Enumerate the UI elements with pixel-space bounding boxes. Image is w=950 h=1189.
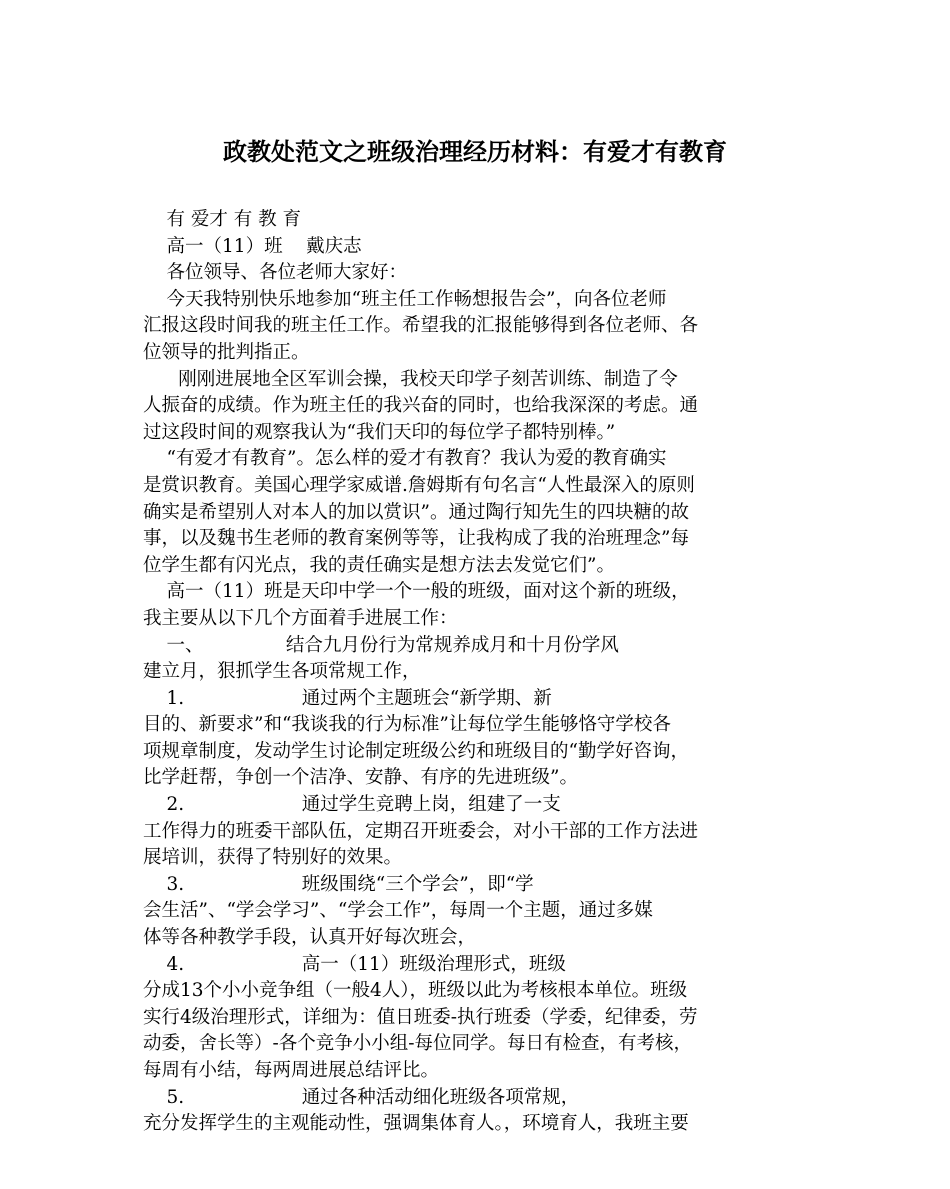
document-body — [143, 207, 823, 1138]
text-line: 比学赶帮，争创一个洁净、安静、有序的先进班级”。 — [143, 767, 578, 789]
text-line: 体等各种教学手段，认真开好每次班会， — [143, 927, 477, 949]
text-line: “有爱才有教育”。怎么样的爱才有教育？我认为爱的教育确实 — [143, 448, 667, 470]
text-line: 分成13个小小竞争组（一般4人），班级以此为考核根本单位。班级 — [143, 980, 688, 1002]
text-line: 目的、新要求”和“我谈我的行为标准”让每位学生能够恪守学校各 — [143, 714, 671, 736]
text-line: 充分发挥学生的主观能动性，强调集体育人。，环境育人，我班主要 — [143, 1113, 689, 1135]
text-line: 一、 结合九月份行为常规养成月和十月份学风 — [143, 634, 619, 656]
text-line: 建立月，狠抓学生各项常规工作， — [143, 661, 421, 683]
text-line: 动委，舍长等）-各个竞争小小组-每位同学。每日有检查，有考核， — [143, 1033, 693, 1055]
text-line: 会生活”、“学会学习”、“学会工作”，每周一个主题，通过多媒 — [143, 900, 653, 922]
text-line: 工作得力的班委干部队伍，定期召开班委会，对小干部的工作方法进 — [143, 820, 699, 842]
text-line: 3. 班级围绕“三个学会”，即“学 — [143, 873, 534, 895]
text-line: 实行4级治理形式，详细为：值日班委-执行班委（学委，纪律委，劳 — [143, 1006, 698, 1028]
text-line: 确实是希望别人对本人的加以赏识”。通过陶行知先生的四块糖的故 — [143, 501, 689, 523]
text-line: 展培训，获得了特别好的效果。 — [143, 847, 403, 869]
text-line: 过这段时间的观察我认为“我们天印的每位学子都特别棒。” — [143, 421, 616, 443]
text-line: 各位领导、各位老师大家好： — [143, 262, 408, 284]
text-line: 5. 通过各种活动细化班级各项常规， — [143, 1086, 580, 1108]
text-line: 刚刚进展地全区军训会操，我校天印学子刻苦训练、制造了令 — [143, 368, 678, 390]
text-line: 人振奋的成绩。作为班主任的我兴奋的同时，也给我深深的考虑。通 — [143, 395, 699, 417]
text-line: 汇报这段时间我的班主任工作。希望我的汇报能够得到各位老师、各 — [143, 315, 699, 337]
text-line: 位学生都有闪光点，我的责任确实是想方法去发觉它们”。 — [143, 554, 615, 576]
text-line: 项规章制度，发动学生讨论制定班级公约和班级目的“勤学好咨询， — [143, 740, 689, 762]
text-line: 有 爱才 有 教 育 — [143, 209, 302, 230]
text-line: 每周有小结，每两周进展总结评比。 — [143, 1060, 440, 1081]
text-line: 高一（11）班 戴庆志 — [143, 235, 362, 257]
text-line: 高一（11）班是天印中学一个一般的班级，面对这个新的班级， — [143, 581, 690, 603]
text-line: 4. 高一（11）班级治理形式，班级 — [143, 953, 566, 975]
text-line: 今天我特别快乐地参加“班主任工作畅想报告会”，向各位老师 — [143, 288, 667, 310]
text-line: 2. 通过学生竞聘上岗，组建了一支 — [143, 794, 561, 816]
text-line: 1. 通过两个主题班会“新学期、新 — [143, 687, 552, 709]
text-line: 事，以及魏书生老师的教育案例等等，让我构成了我的治班理念”每 — [143, 528, 689, 550]
text-line: 我主要从以下几个方面着手进展工作： — [143, 607, 458, 629]
text-line: 位领导的批判指正。 — [143, 341, 310, 363]
text-line: 是赏识教育。美国心理学家威谱.詹姆斯有句名言“人性最深入的原则 — [143, 474, 695, 496]
document-title: 政教处范文之班级治理经历材料：有爱才有教育 — [223, 137, 727, 166]
